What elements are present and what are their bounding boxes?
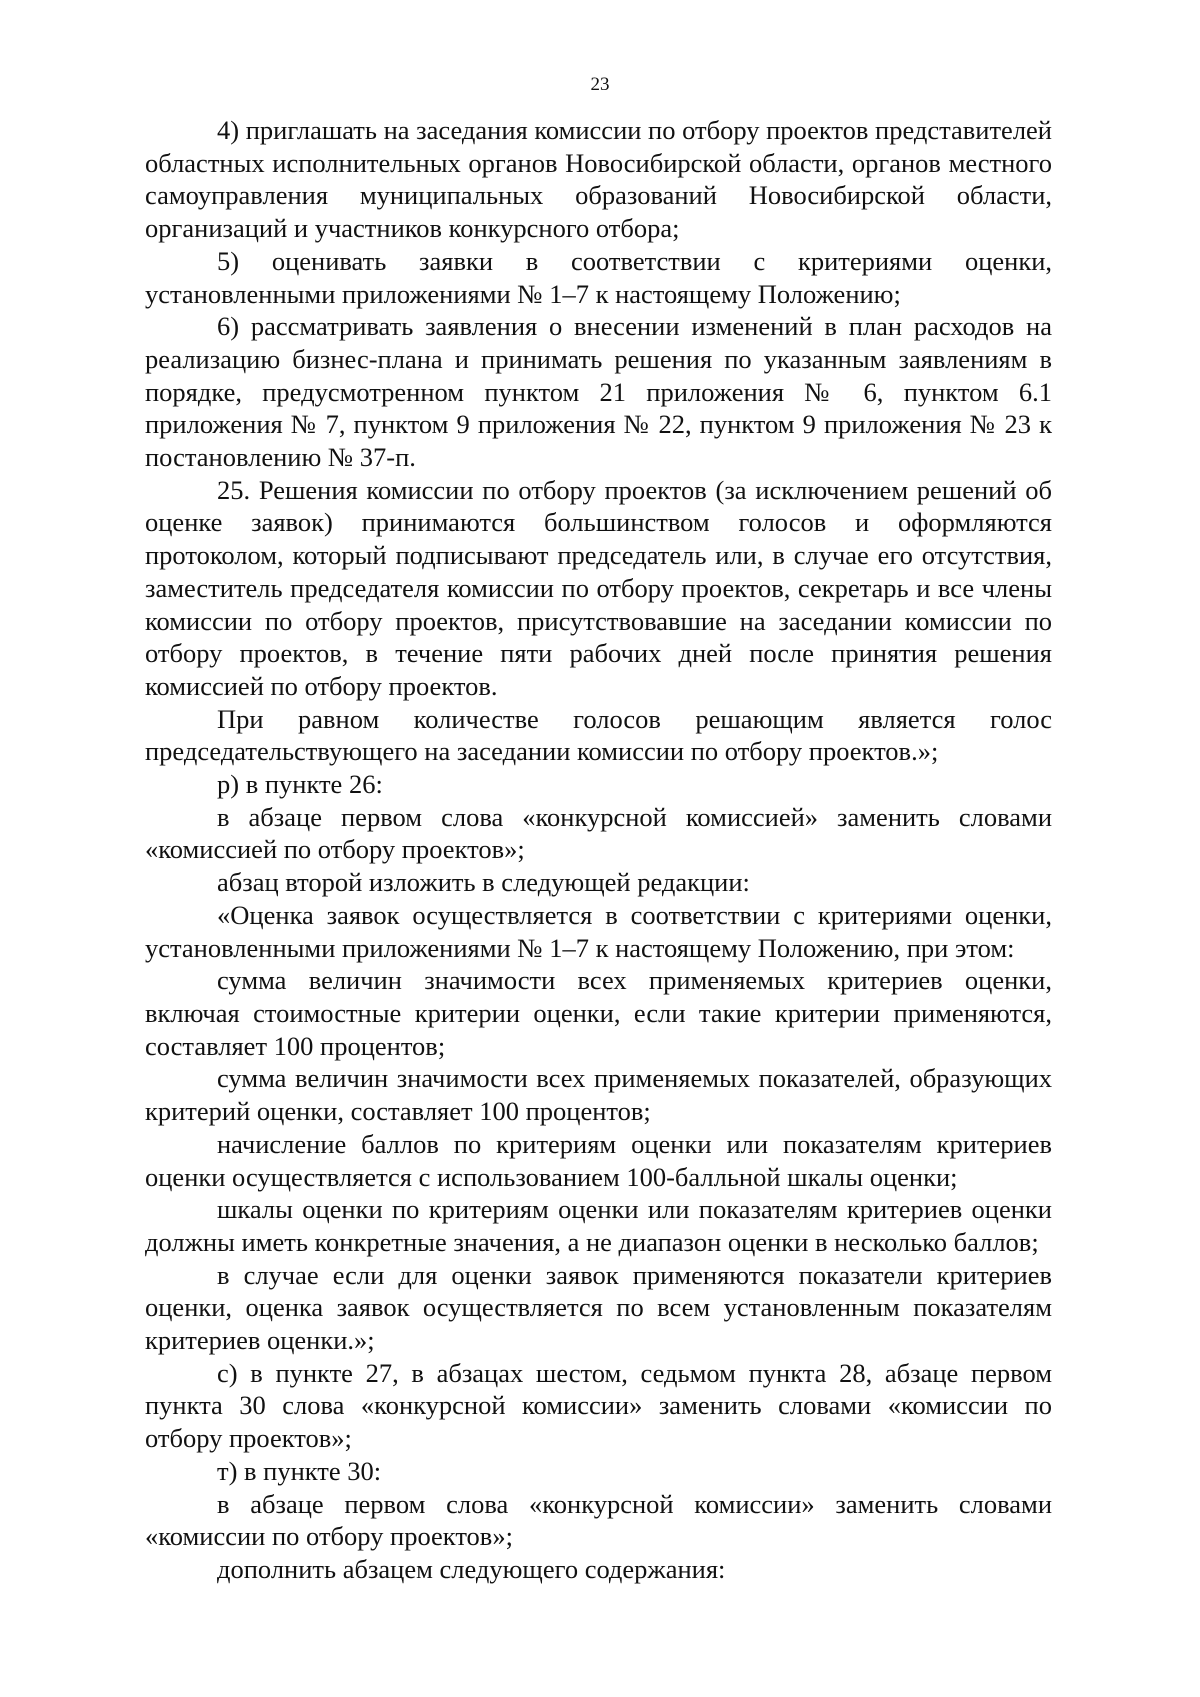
paragraph: в абзаце первом слова «конкурсной комиссии» заменить словами «комиссии по отбору проектов»; [145, 1488, 1052, 1552]
paragraph: дополнить абзацем следующего содержания: [217, 1553, 726, 1584]
paragraph: т) в пункте 30: [217, 1455, 382, 1486]
paragraph: При равном количестве голосов решающим является голос председательствующего на заседании комиссии по отбору проектов.»; [145, 703, 1052, 767]
paragraph: в случае если для оценки заявок применяются показатели критериев оценки, оценка заявок осуществляется по всем установленным показателям критериев оценки.»; [145, 1259, 1052, 1356]
paragraph: «Оценка заявок осуществляется в соответствии с критериями оценки, установленными приложениями № 1–7 к настоящему Положению, при этом: [145, 899, 1052, 963]
paragraph: шкалы оценки по критериям оценки или показателям критериев оценки должны иметь конкретные значения, а не диапазон оценки в несколько баллов; [145, 1194, 1052, 1257]
paragraph: 6) рассматривать заявления о внесении изменений в план расходов на реализацию бизнес-плана и принимать решения по указанным заявлениям в порядке, предусмотренном пунктом 21 приложения № 6, пунктом 6.1 приложения № 7, пунктом 9 приложения № 22, пунктом 9 приложения № 23 к постановлению № 37-п. [145, 311, 1052, 473]
paragraph: с) в пункте 27, в абзацах шестом, седьмом пункта 28, абзаце первом пункта 30 слова «конкурсной комиссии» заменить словами «комиссии по отбору проектов»; [145, 1357, 1052, 1454]
paragraph: р) в пункте 26: [217, 769, 383, 800]
paragraph: абзац второй изложить в следующей редакции: [217, 867, 750, 898]
paragraph: начисление баллов по критериям оценки или показателям критериев оценки осуществляется с использованием 100-балльной шкалы оценки; [145, 1128, 1052, 1192]
paragraph: 4) приглашать на заседания комиссии по отбору проектов представителей областных исполнительных органов Новосибирской области, органов местного самоуправления муниципальных образований Новосибирской области, организаций и участников конкурсного отбора; [145, 115, 1052, 244]
page-number: 23 [590, 74, 610, 95]
paragraph: сумма величин значимости всех применяемых показателей, образующих критерий оценки, составляет 100 процентов; [145, 1063, 1052, 1127]
paragraph: сумма величин значимости всех применяемых критериев оценки, включая стоимостные критерии оценки, если такие критерии применяются, составляет 100 процентов; [145, 965, 1052, 1061]
document-body [145, 114, 1052, 1586]
paragraph: 25. Решения комиссии по отбору проектов (за исключением решений об оценке заявок) принимаются большинством голосов и оформляются протоколом, который подписывают председатель или, в случае его отсутствия, заместитель председателя комиссии по отбору проектов, секретарь и все члены комиссии по отбору проектов, присутствовавшие на заседании комиссии по отбору проектов, в течение пяти рабочих дней после принятия решения комиссией по отбору проектов. [145, 474, 1052, 701]
paragraph: 5) оценивать заявки в соответствии с критериями оценки, установленными приложениями № 1–7 к настоящему Положению; [145, 245, 1052, 309]
paragraph: в абзаце первом слова «конкурсной комиссией» заменить словами «комиссией по отбору проектов»; [145, 801, 1052, 865]
